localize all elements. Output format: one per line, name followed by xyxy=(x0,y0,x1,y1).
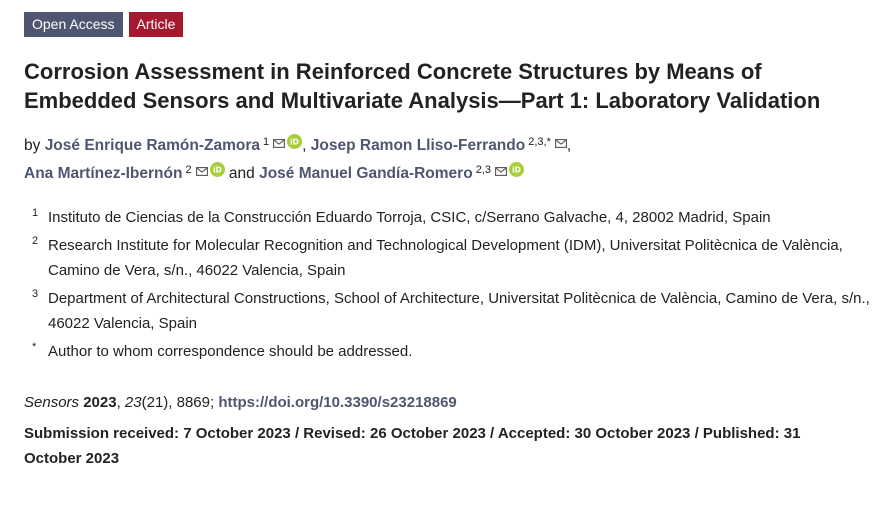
orcid-icon[interactable] xyxy=(210,162,225,177)
citation-volume: 23 xyxy=(124,394,142,411)
article-type-badge[interactable]: Article xyxy=(129,12,184,37)
journal-name: Sensors xyxy=(24,394,80,411)
author-separator: , xyxy=(566,137,572,154)
orcid-icon[interactable] xyxy=(509,162,524,177)
article-title: Corrosion Assessment in Reinforced Concrete Structures by Means of Embedded Sensors and Multivariate Analysis—Part 1: Laboratory Validation xyxy=(24,59,821,113)
affiliation-item xyxy=(32,286,875,336)
mail-icon[interactable] xyxy=(555,139,567,148)
affiliation-text: Instituto de Ciencias de la Construcción Eduardo Torroja, CSIC, c/Serrano Galvache, 4, 28002 Madrid, Spain xyxy=(48,209,771,226)
author-affiliation-sup: 2,3 xyxy=(475,164,491,176)
author-affiliation-sup: 2,3,* xyxy=(528,136,551,148)
affiliation-number: 3 xyxy=(32,288,39,300)
svg-text:iD: iD xyxy=(512,165,521,175)
badge-row xyxy=(24,12,875,37)
orcid-icon[interactable] xyxy=(287,134,302,149)
affiliation-list xyxy=(32,205,875,364)
and-label: and xyxy=(228,165,255,182)
citation-issue-pages: (21), 8869; xyxy=(141,394,219,411)
affiliation-text: Department of Architectural Constructions, School of Architecture, Universitat Politècnica de València, Camino de Vera, s/n., 46022 Valencia, Spain xyxy=(48,290,870,332)
affiliation-number: * xyxy=(32,341,37,353)
svg-text:iD: iD xyxy=(212,165,222,175)
affiliation-number: 1 xyxy=(32,207,39,219)
author-affiliation-sup: 1 xyxy=(263,136,270,148)
author-affiliation-sup: 2 xyxy=(185,164,192,176)
author-link[interactable]: Ana Martínez-Ibernón xyxy=(24,165,183,182)
affiliation-text: Research Institute for Molecular Recognition and Technological Development (IDM), Universitat Politècnica de València, Camino de Vera, s/n., 46022 Valencia, Spain xyxy=(48,237,843,279)
affiliation-number: 2 xyxy=(32,235,39,247)
affiliation-item xyxy=(32,233,875,283)
affiliation-text: Author to whom correspondence should be addressed. xyxy=(48,343,413,360)
citation: Sensors 2023, 23(21), 8869; https://doi.org/10.3390/s23218869 xyxy=(24,394,457,411)
author-link[interactable]: José Manuel Gandía-Romero xyxy=(259,165,473,182)
author-link[interactable]: Josep Ramon Lliso-Ferrando xyxy=(310,137,526,154)
publication-dates: Submission received: 7 October 2023 / Revised: 26 October 2023 / Accepted: 30 October 2023 / Published: 31 October 2023 xyxy=(24,425,801,467)
author-list xyxy=(24,130,875,186)
mail-icon[interactable] xyxy=(273,139,285,148)
svg-text:iD: iD xyxy=(290,137,300,147)
author-separator: , xyxy=(302,137,307,154)
open-access-badge[interactable]: Open Access xyxy=(24,12,123,37)
article-header xyxy=(24,12,875,471)
affiliation-item xyxy=(32,205,875,230)
mail-icon[interactable] xyxy=(196,167,208,176)
doi-link[interactable]: https://doi.org/10.3390/s23218869 xyxy=(218,394,457,411)
citation-year: 2023 xyxy=(83,394,117,411)
by-label: by xyxy=(24,137,41,154)
author-link[interactable]: José Enrique Ramón-Zamora xyxy=(44,137,261,154)
mail-icon[interactable] xyxy=(495,167,507,176)
affiliation-item xyxy=(32,339,875,364)
